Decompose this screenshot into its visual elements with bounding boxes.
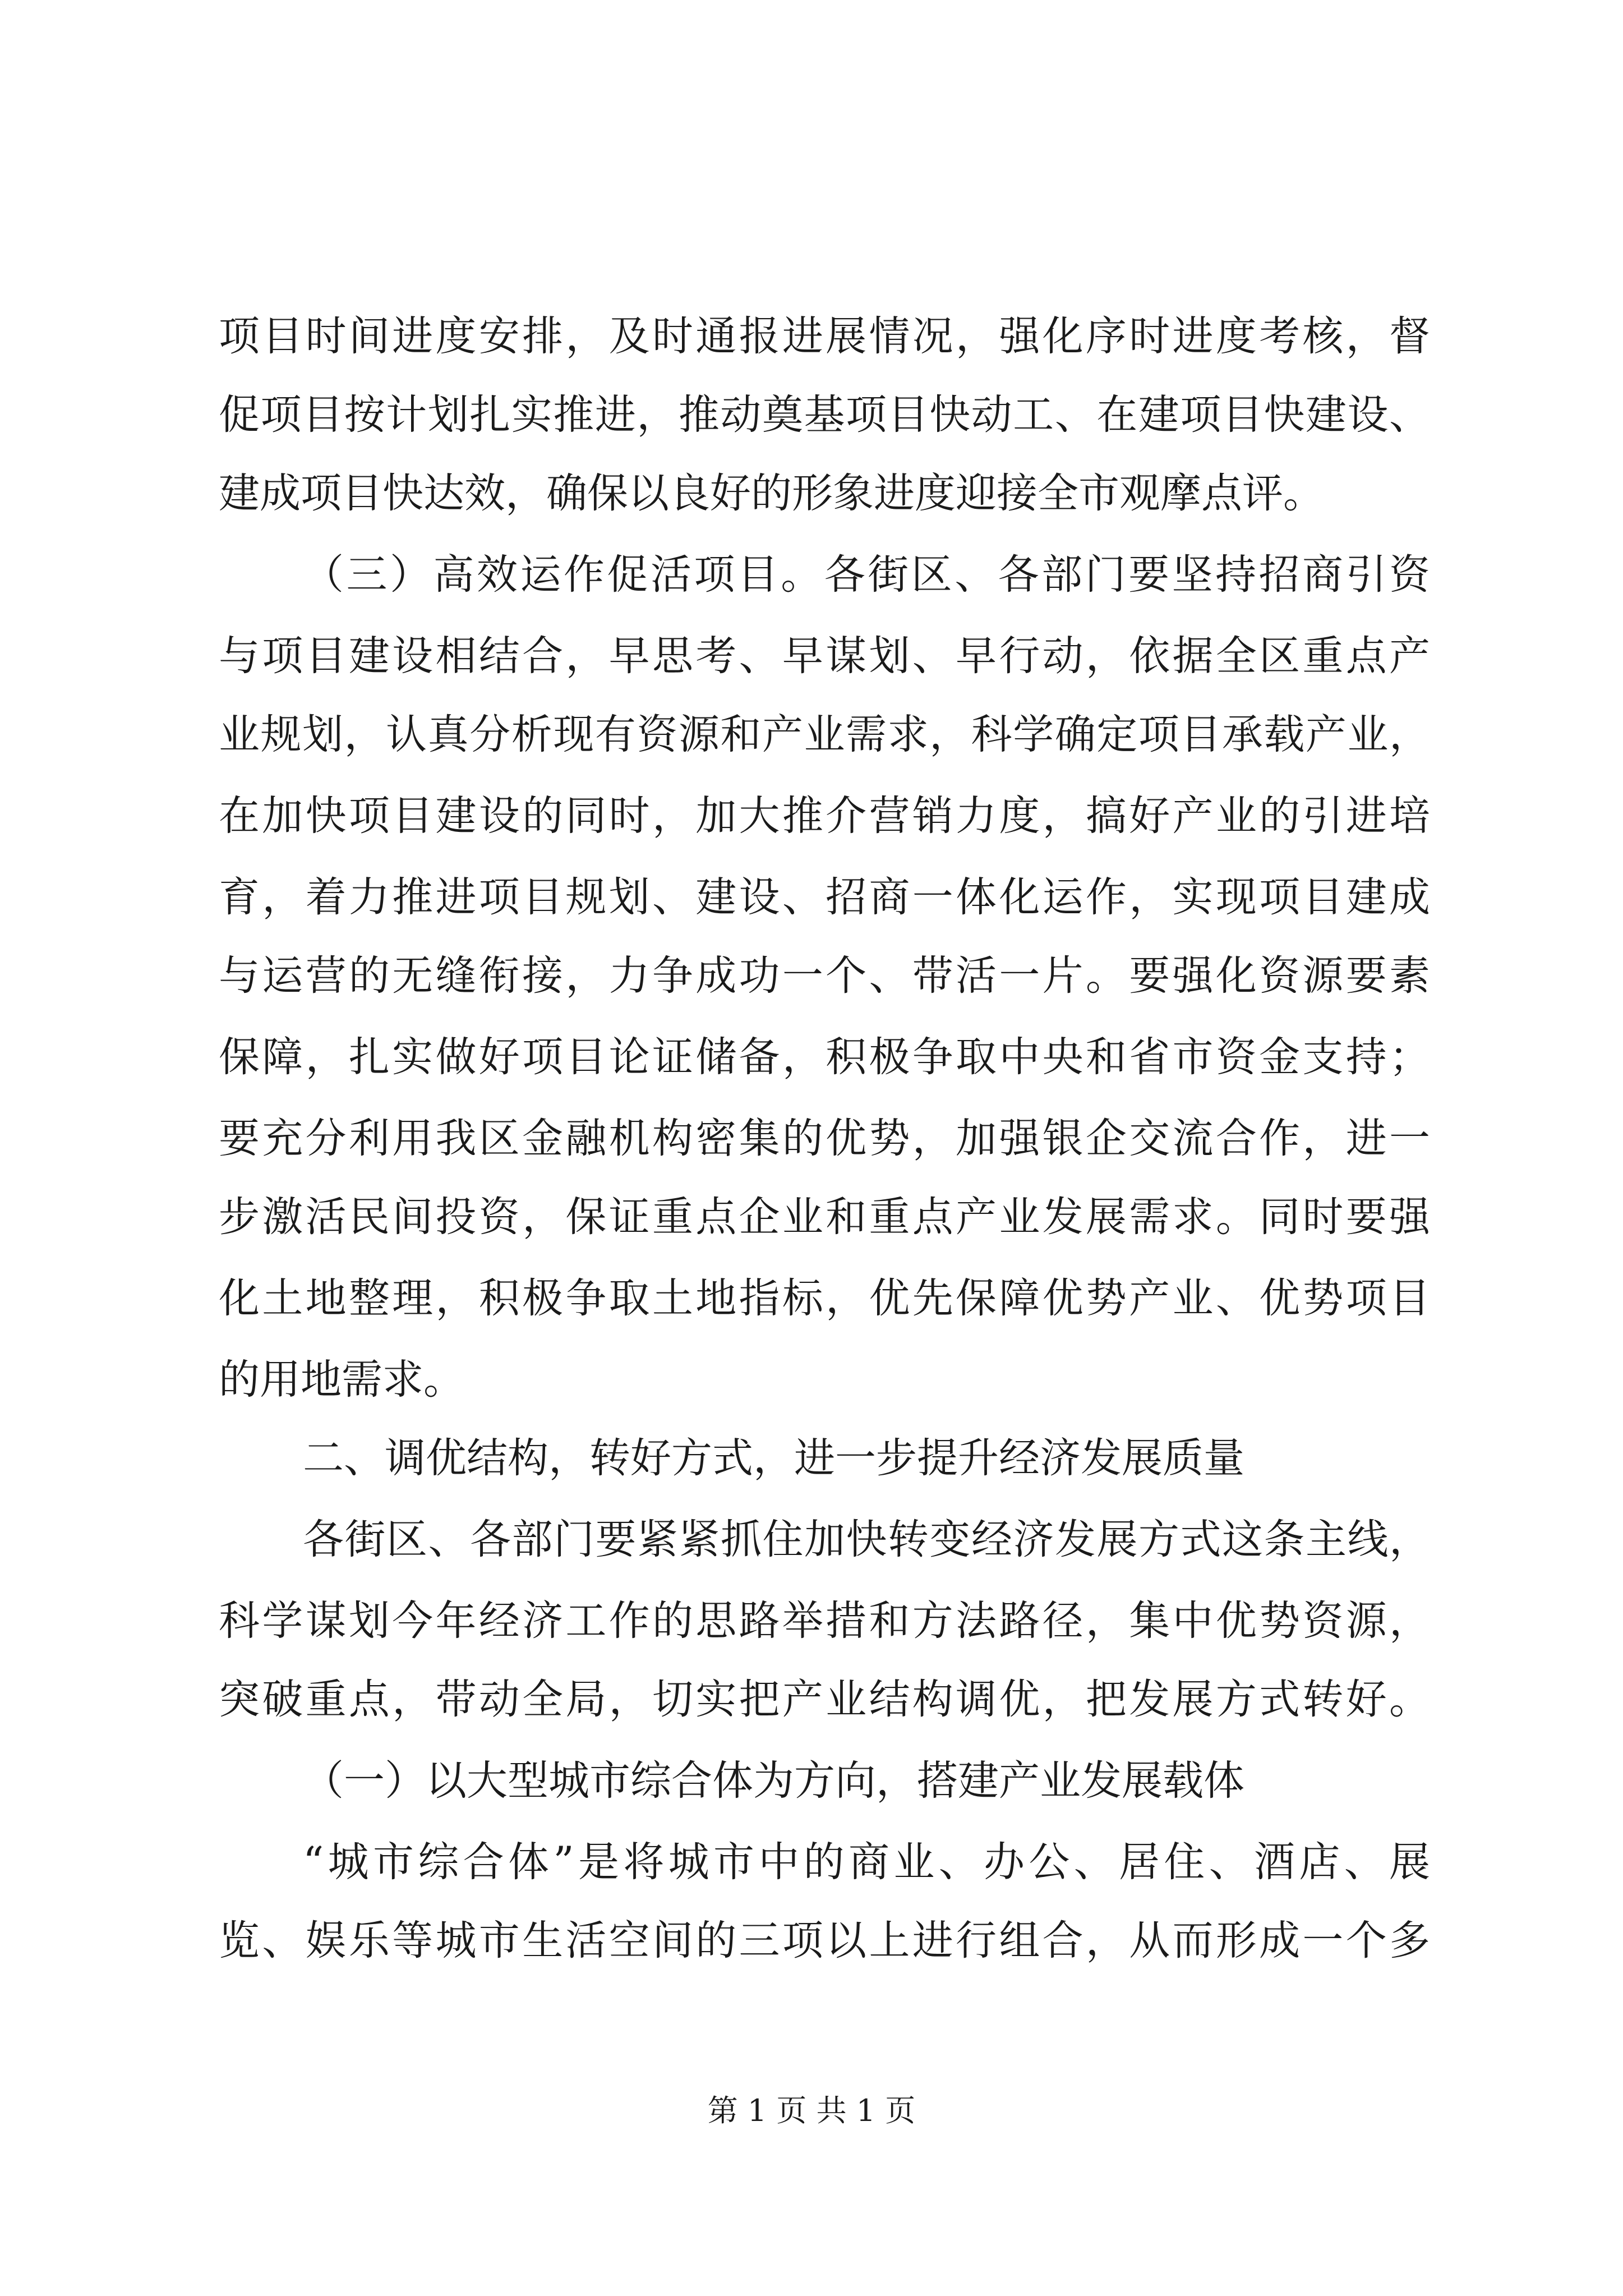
body-line-20: “城市综合体”是将城市中的商业、办公、居住、酒店、展: [303, 1838, 1430, 1886]
body-line-5: 与项目建设相结合，早思考、早谋划、早行动，依据全区重点产: [219, 632, 1430, 680]
body-line-13: 化土地整理，积极争取土地指标，优先保障优势产业、优势项目: [219, 1274, 1430, 1322]
page-number-footer: 第 1 页 共 1 页: [707, 2093, 916, 2128]
body-line-12: 步激活民间投资，保证重点企业和重点产业发展需求。同时要强: [219, 1193, 1430, 1241]
body-line-9: 与运营的无缝衔接，力争成功一个、带活一片。要强化资源要素: [219, 952, 1430, 1000]
body-line-7: 在加快项目建设的同时，加大推介营销力度，搞好产业的引进培: [219, 792, 1430, 840]
body-line-21: 览、娱乐等城市生活空间的三项以上进行组合，从而形成一个多: [219, 1917, 1430, 1964]
body-line-16: 各街区、各部门要紧紧抓住加快转变经济发展方式这条主线，: [303, 1516, 1430, 1563]
section-heading-3: （三）高效运作促活项目。各街区、各部门要坚持招商引资: [303, 551, 1430, 599]
body-line-18: 突破重点，带动全局，切实把产业结构调优，把发展方式转好。: [219, 1676, 1430, 1723]
body-line-3: 建成项目快达效，确保以良好的形象进度迎接全市观摩点评。: [219, 470, 1324, 517]
body-line-10: 保障，扎实做好项目论证储备，积极争取中央和省市资金支持；: [219, 1033, 1430, 1081]
body-line-17: 科学谋划今年经济工作的思路举措和方法路径，集中优势资源，: [219, 1597, 1430, 1645]
body-line-6: 业规划，认真分析现有资源和产业需求，科学确定项目承载产业，: [219, 711, 1430, 758]
body-line-1: 项目时间进度安排，及时通报进展情况，强化序时进度考核，督: [219, 312, 1430, 360]
body-line-14: 的用地需求。: [219, 1356, 464, 1404]
body-line-8: 育，着力推进项目规划、建设、招商一体化运作，实现项目建成: [219, 873, 1430, 921]
body-line-2: 促项目按计划扎实推进，推动奠基项目快动工、在建项目快建设、: [219, 391, 1430, 439]
body-line-11: 要充分利用我区金融机构密集的优势，加强银企交流合作，进一: [219, 1115, 1430, 1162]
chapter-heading-2: 二、调优结构，转好方式，进一步提升经济发展质量: [303, 1434, 1244, 1482]
subsection-heading-1: （一）以大型城市综合体为方向，搭建产业发展载体: [303, 1757, 1244, 1805]
